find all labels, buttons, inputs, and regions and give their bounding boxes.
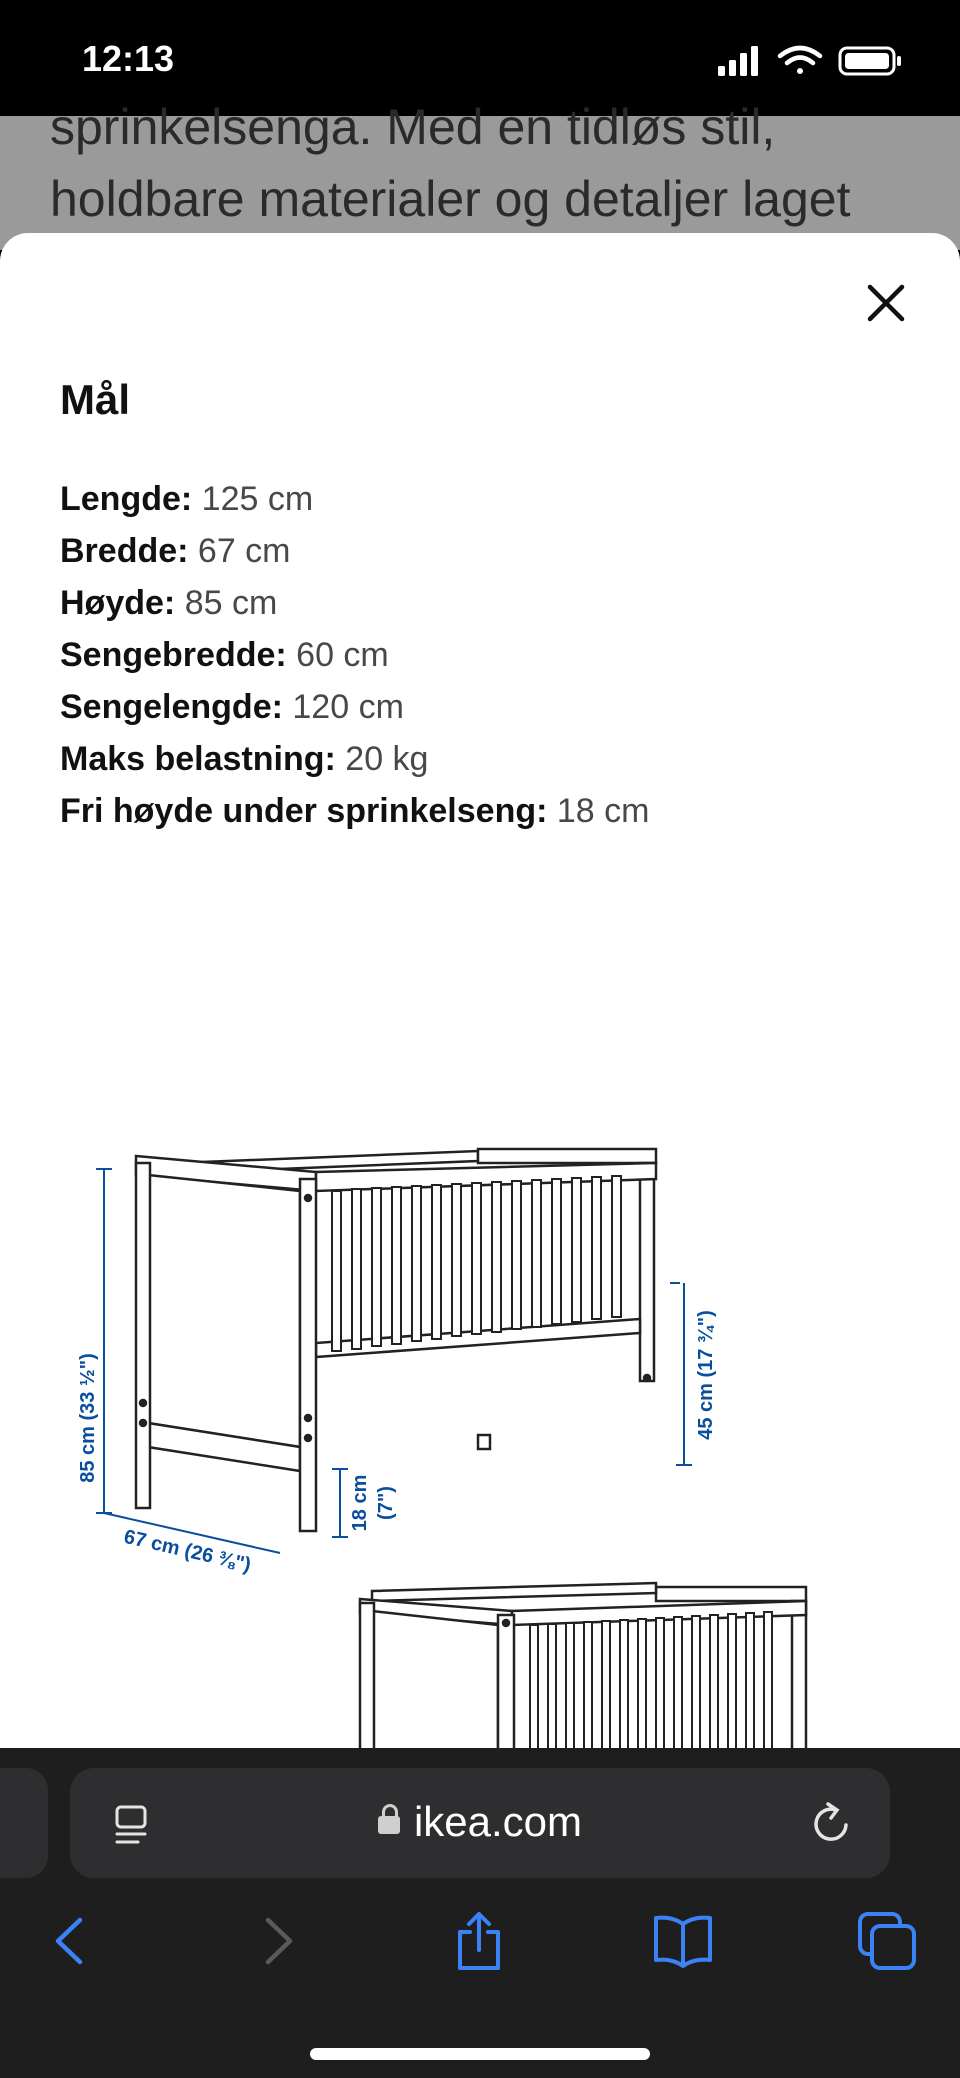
address-bar[interactable] xyxy=(70,1768,890,1878)
spec-label: Maks belastning: xyxy=(60,740,336,778)
dim-label-mattress-height: 45 cm (17 ¾") xyxy=(695,1310,717,1440)
tabs-icon[interactable] xyxy=(856,1910,918,1972)
cellular-signal-icon xyxy=(718,46,758,76)
previous-tab-peek[interactable] xyxy=(0,1768,48,1878)
forward-icon[interactable] xyxy=(246,1910,308,1972)
spec-label: Lengde: xyxy=(60,480,193,518)
lock-icon xyxy=(378,1816,400,1834)
back-icon[interactable] xyxy=(40,1910,102,1972)
dimensions-sheet xyxy=(0,233,960,1748)
spec-label: Sengelengde: xyxy=(60,688,283,726)
spec-item xyxy=(60,577,649,629)
wifi-icon xyxy=(780,48,820,74)
sheet-title: Mål xyxy=(60,376,131,423)
spec-item xyxy=(60,629,649,681)
share-icon[interactable] xyxy=(448,1910,510,1972)
spec-value: 120 cm xyxy=(292,688,404,726)
reload-icon[interactable] xyxy=(806,1798,856,1848)
spec-item xyxy=(60,785,649,837)
dim-label-width-top: 67 cm (26 ⅜") xyxy=(121,1525,253,1577)
status-time: 12:13 xyxy=(82,38,175,79)
home-indicator xyxy=(310,2048,650,2060)
browser-chrome xyxy=(0,1748,960,2078)
spec-item xyxy=(60,525,649,577)
battery-icon xyxy=(840,48,901,74)
bookmarks-icon[interactable] xyxy=(652,1910,714,1972)
spec-list xyxy=(60,473,649,837)
dim-label-floor-clearance-inch: (7") xyxy=(375,1486,397,1520)
spec-value: 60 cm xyxy=(296,636,389,674)
background-text-line: sprinkelsenga. Med en tidløs stil, xyxy=(50,99,776,155)
spec-item xyxy=(60,733,649,785)
crib-dimension-diagram xyxy=(0,873,960,1748)
url-text[interactable] xyxy=(70,1798,890,1846)
spec-label: Bredde: xyxy=(60,532,189,570)
spec-value: 125 cm xyxy=(201,480,314,518)
spec-value: 20 kg xyxy=(345,740,429,778)
spec-value: 18 cm xyxy=(556,792,650,830)
spec-value: 85 cm xyxy=(184,584,278,622)
background-page xyxy=(0,99,960,250)
close-icon[interactable] xyxy=(856,273,916,333)
url-domain: ikea.com xyxy=(413,1798,583,1845)
spec-label: Sengebredde: xyxy=(60,636,287,674)
spec-value: 67 cm xyxy=(197,532,291,570)
spec-item xyxy=(60,473,649,525)
crib-high-drawing xyxy=(136,1149,656,1531)
spec-label: Fri høyde under sprinkelseng: xyxy=(60,792,548,830)
spec-item xyxy=(60,681,649,733)
dim-label-total-height: 85 cm (33 ½") xyxy=(77,1353,99,1483)
spec-label: Høyde: xyxy=(60,584,176,622)
background-text-line: holdbare materialer og detaljer laget xyxy=(50,171,851,227)
status-icons xyxy=(718,46,908,76)
dim-label-floor-clearance: 18 cm xyxy=(349,1474,371,1532)
